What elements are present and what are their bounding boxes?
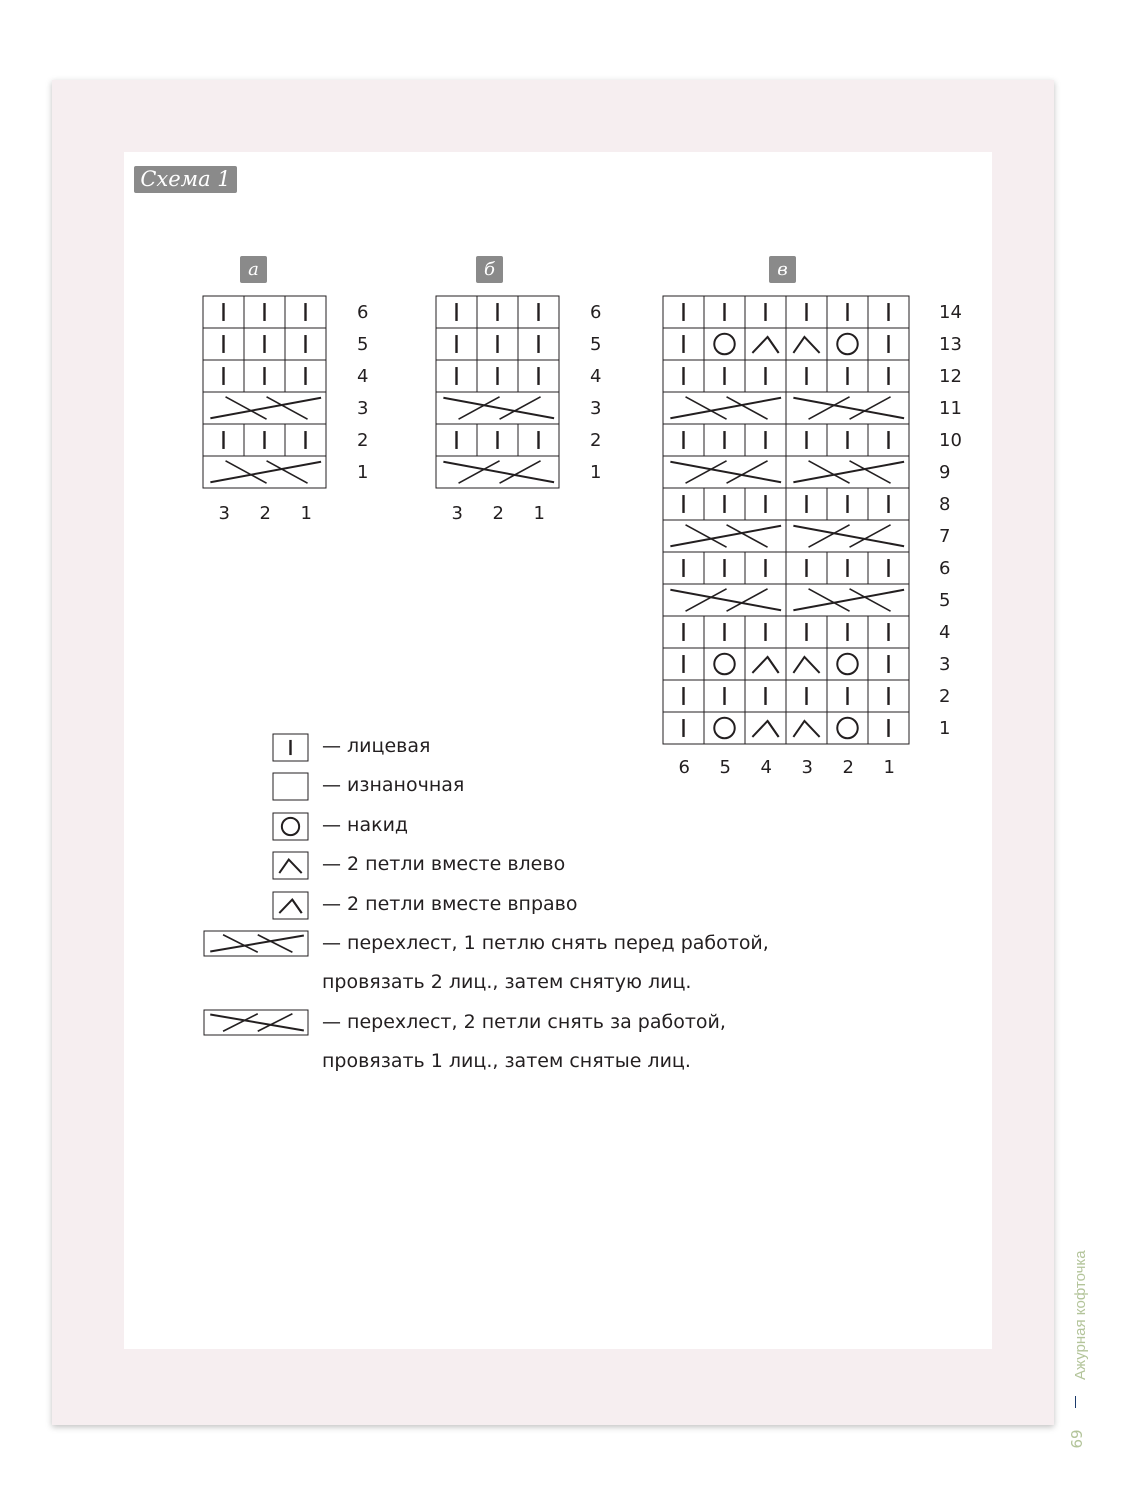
row-number: 11 bbox=[939, 398, 962, 419]
column-number: 3 bbox=[451, 503, 463, 524]
column-number: 2 bbox=[492, 503, 504, 524]
row-number: 5 bbox=[939, 590, 951, 611]
chart-grid bbox=[203, 296, 326, 488]
column-number: 2 bbox=[842, 757, 854, 778]
chart-grid bbox=[436, 296, 559, 488]
knitting-chart-a bbox=[202, 295, 372, 535]
column-number: 6 bbox=[678, 757, 690, 778]
row-number: 6 bbox=[939, 558, 951, 579]
row-number: 6 bbox=[357, 302, 369, 323]
legend-symbol-k bbox=[272, 733, 309, 762]
chart-label-b: б bbox=[476, 256, 503, 283]
legend-symbol-cross-back bbox=[203, 1009, 309, 1036]
legend-description: — изнаночная bbox=[322, 774, 465, 796]
legend-symbol-yo bbox=[272, 812, 309, 841]
row-number: 3 bbox=[590, 398, 602, 419]
chart-label-a: а bbox=[240, 256, 267, 283]
legend-symbol-cross-front bbox=[203, 930, 309, 957]
row-number: 2 bbox=[357, 430, 369, 451]
knitting-chart-b bbox=[435, 295, 605, 535]
legend-description: провязать 2 лиц., затем снятую лиц. bbox=[322, 971, 692, 993]
row-number: 1 bbox=[357, 462, 369, 483]
legend-symbol-k2tog-l bbox=[272, 851, 309, 880]
knitting-chart-v bbox=[662, 295, 962, 795]
column-number: 3 bbox=[801, 757, 813, 778]
row-number: 3 bbox=[939, 654, 951, 675]
column-number: 5 bbox=[719, 757, 731, 778]
legend-symbol-k2tog-r bbox=[272, 891, 309, 920]
row-number: 4 bbox=[357, 366, 369, 387]
content-area bbox=[124, 152, 992, 1349]
column-number: 1 bbox=[300, 503, 312, 524]
row-number: 10 bbox=[939, 430, 962, 451]
side-divider bbox=[1075, 1396, 1076, 1408]
page: Схема 1 а б в 6 5 4 3 2 1 3 2 1 6 5 4 3 2 1 3 2 1 14 13 12 11 10 9 8 7 6 5 4 3 2 1 6 5 4 3 2 1 — лицевая — изнаночная — накид — 2 петли вместе влево — 2 петли вместе вправо — перехлест, 1 петлю снять перед работой, провязать 2 лиц., затем снятую лиц. — перехлест, 2 петли снять за работой, провязать 1 лиц., затем снятые лиц. Ажурная кофточка 69 bbox=[52, 80, 1054, 1425]
chart-label-v: в bbox=[769, 256, 796, 283]
legend-description: — накид bbox=[322, 814, 409, 836]
row-number: 5 bbox=[590, 334, 602, 355]
legend-description: — 2 петли вместе влево bbox=[322, 853, 566, 875]
row-number: 4 bbox=[939, 622, 951, 643]
legend-description: — перехлест, 2 петли снять за работой, bbox=[322, 1011, 726, 1033]
row-number: 12 bbox=[939, 366, 962, 387]
row-number: 4 bbox=[590, 366, 602, 387]
legend-symbol-p bbox=[272, 772, 309, 801]
chart-grid bbox=[663, 296, 909, 744]
row-number: 13 bbox=[939, 334, 962, 355]
column-number: 3 bbox=[218, 503, 230, 524]
scheme-title: Схема 1 bbox=[134, 166, 237, 193]
row-number: 1 bbox=[939, 718, 951, 739]
column-number: 2 bbox=[259, 503, 271, 524]
legend-description: — лицевая bbox=[322, 735, 431, 757]
column-number: 4 bbox=[760, 757, 772, 778]
row-number: 5 bbox=[357, 334, 369, 355]
legend-description: — перехлест, 1 петлю снять перед работой, bbox=[322, 932, 769, 954]
row-number: 1 bbox=[590, 462, 602, 483]
row-number: 14 bbox=[939, 302, 962, 323]
legend-description: — 2 петли вместе вправо bbox=[322, 893, 578, 915]
row-number: 3 bbox=[357, 398, 369, 419]
row-number: 7 bbox=[939, 526, 951, 547]
row-number: 2 bbox=[590, 430, 602, 451]
row-number: 2 bbox=[939, 686, 951, 707]
row-number: 8 bbox=[939, 494, 951, 515]
column-number: 1 bbox=[533, 503, 545, 524]
row-number: 6 bbox=[590, 302, 602, 323]
column-number: 1 bbox=[883, 757, 895, 778]
row-number: 9 bbox=[939, 462, 951, 483]
page-number: 69 bbox=[1068, 1429, 1086, 1449]
legend-description: провязать 1 лиц., затем снятые лиц. bbox=[322, 1050, 691, 1072]
